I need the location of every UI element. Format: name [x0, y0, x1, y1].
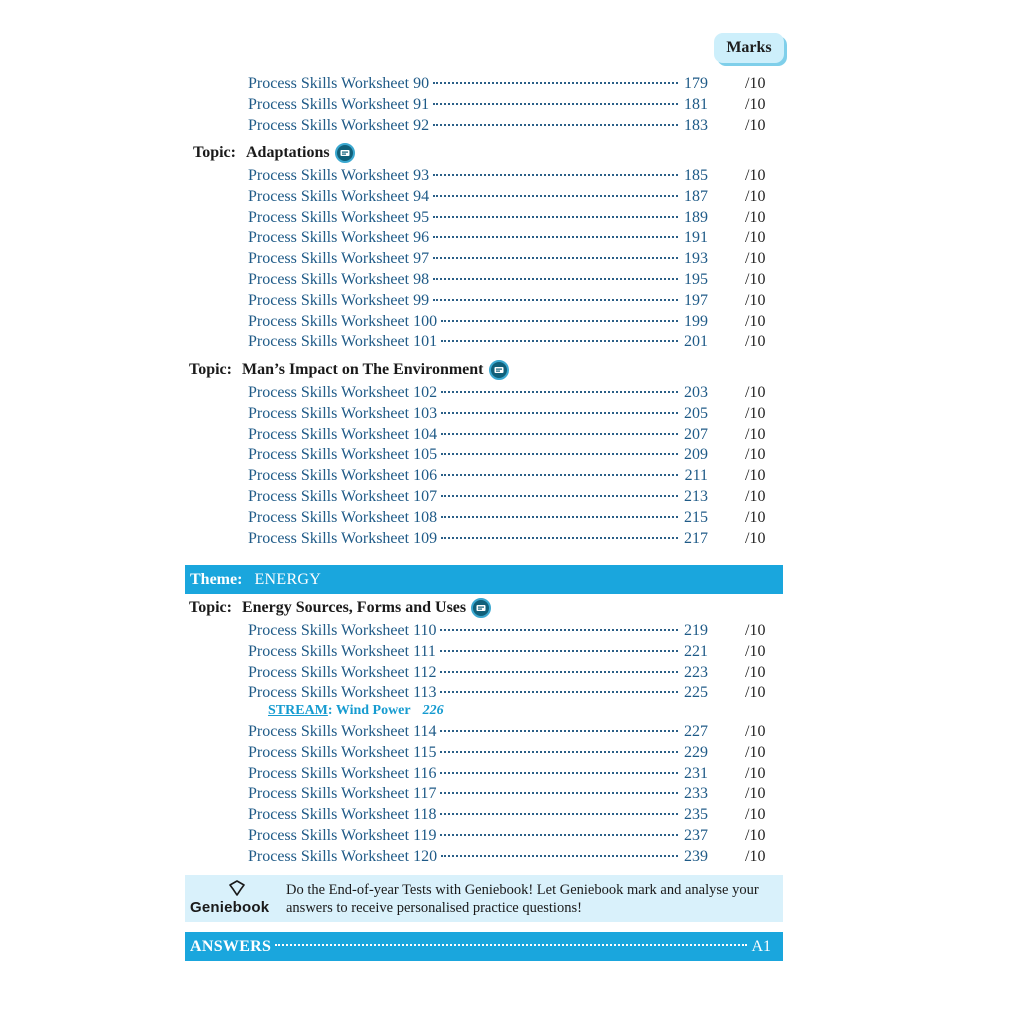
geniebook-logo	[190, 879, 282, 919]
worksheet-page: 205	[684, 404, 708, 422]
leader-dots	[433, 236, 678, 238]
worksheet-entry[interactable]	[248, 269, 708, 290]
worksheet-title: Process Skills Worksheet 91	[248, 95, 430, 113]
marks-field: /10	[745, 95, 766, 113]
stream-page: 226	[422, 703, 444, 718]
answers-entry[interactable]	[185, 932, 783, 961]
leader-dots	[441, 855, 678, 857]
marks-field: /10	[745, 291, 766, 309]
leader-dots	[441, 537, 678, 539]
stream-prefix: STREAM	[268, 703, 328, 718]
theme-label: Theme:	[190, 571, 243, 588]
worksheet-page: 237	[684, 827, 708, 844]
worksheet-page: 223	[684, 663, 708, 681]
worksheet-title: Process Skills Worksheet 102	[248, 384, 438, 401]
marks-field: /10	[745, 847, 766, 865]
marks-header: Marks	[714, 33, 784, 63]
worksheet-entry[interactable]	[248, 783, 708, 804]
geniebook-message: Do the End-of-year Tests with Geniebook! Let Geniebook mark and analyse your answers to receive personalised practice questions!	[286, 882, 759, 916]
worksheet-entry[interactable]	[248, 528, 708, 549]
leader-dots	[433, 278, 678, 280]
marks-field: /10	[745, 116, 766, 134]
worksheet-page: 189	[684, 208, 708, 226]
marks-field: /10	[745, 488, 766, 505]
geniebook-promo	[185, 875, 783, 922]
worksheet-page: 225	[684, 684, 708, 702]
worksheet-title: Process Skills Worksheet 113	[248, 684, 437, 702]
worksheet-entry[interactable]	[248, 94, 708, 115]
worksheet-title: Process Skills Worksheet 101	[248, 333, 438, 351]
worksheet-title: Process Skills Worksheet 90	[248, 75, 430, 92]
worksheet-entry[interactable]	[248, 486, 708, 507]
worksheet-page: 227	[684, 723, 708, 740]
worksheet-entry[interactable]	[248, 165, 708, 186]
leader-dots	[441, 433, 678, 435]
worksheet-title: Process Skills Worksheet 112	[248, 663, 437, 681]
leader-dots	[433, 82, 678, 84]
stream-entry[interactable]	[268, 701, 444, 721]
worksheet-title: Process Skills Worksheet 115	[248, 743, 437, 761]
worksheet-title: Process Skills Worksheet 120	[248, 847, 438, 865]
worksheet-title: Process Skills Worksheet 97	[248, 250, 430, 268]
theme-energy-bar	[185, 565, 783, 594]
worksheet-entry[interactable]	[248, 825, 708, 846]
worksheet-page: 195	[684, 271, 708, 288]
marks-field: /10	[745, 723, 766, 740]
worksheet-entry[interactable]	[248, 331, 708, 352]
worksheet-page: 209	[684, 446, 708, 464]
worksheet-entry[interactable]	[248, 186, 708, 207]
leader-dots	[275, 944, 747, 946]
worksheet-title: Process Skills Worksheet 104	[248, 425, 438, 443]
marks-field: /10	[745, 384, 766, 401]
leader-dots	[433, 124, 678, 126]
topic-label: Topic:	[189, 361, 232, 378]
genie-badge-icon	[489, 360, 509, 380]
marks-field: /10	[745, 187, 766, 205]
answers-page: A1	[751, 938, 771, 955]
topic-label: Topic:	[193, 144, 236, 161]
leader-dots	[440, 834, 678, 836]
leader-dots	[433, 174, 678, 176]
marks-field: /10	[745, 208, 766, 226]
marks-field: /10	[745, 75, 766, 92]
leader-dots	[440, 629, 678, 631]
worksheet-entry[interactable]	[248, 742, 708, 763]
worksheet-page: 219	[684, 622, 708, 639]
worksheet-page: 231	[684, 764, 708, 782]
worksheet-title: Process Skills Worksheet 94	[248, 187, 430, 205]
worksheet-title: Process Skills Worksheet 111	[248, 642, 436, 660]
marks-field: /10	[745, 446, 766, 464]
leader-dots	[440, 730, 678, 732]
marks-field: /10	[745, 743, 766, 761]
worksheet-entry[interactable]	[248, 227, 708, 248]
worksheet-page: 191	[684, 229, 708, 247]
worksheet-title: Process Skills Worksheet 118	[248, 806, 437, 824]
leader-dots	[440, 772, 678, 774]
worksheet-title: Process Skills Worksheet 105	[248, 446, 438, 464]
marks-field: /10	[745, 684, 766, 702]
worksheet-page: 207	[684, 425, 708, 443]
leader-dots	[433, 103, 678, 105]
genie-badge-icon	[471, 598, 491, 618]
worksheet-title: Process Skills Worksheet 114	[248, 723, 437, 740]
worksheet-entry[interactable]	[248, 662, 708, 683]
worksheet-page: 181	[684, 95, 708, 113]
worksheet-title: Process Skills Worksheet 92	[248, 116, 430, 134]
worksheet-entry[interactable]	[248, 73, 708, 94]
worksheet-page: 211	[684, 467, 708, 485]
topic-title: Adaptations	[245, 144, 330, 161]
marks-field: /10	[745, 250, 766, 268]
worksheet-page: 183	[684, 116, 708, 134]
worksheet-title: Process Skills Worksheet 98	[248, 271, 430, 288]
leader-dots	[433, 216, 678, 218]
worksheet-entry[interactable]	[248, 207, 708, 228]
worksheet-page: 213	[684, 488, 708, 505]
worksheet-page: 233	[684, 785, 708, 803]
leader-dots	[441, 516, 678, 518]
worksheet-title: Process Skills Worksheet 106	[248, 467, 438, 485]
theme-title: ENERGY	[254, 571, 322, 588]
marks-field: /10	[745, 167, 766, 184]
marks-field: /10	[745, 642, 766, 660]
worksheet-entry[interactable]	[248, 403, 708, 424]
topic-heading	[193, 141, 355, 165]
marks-field: /10	[745, 467, 766, 485]
worksheet-page: 235	[684, 806, 708, 824]
worksheet-title: Process Skills Worksheet 95	[248, 208, 430, 226]
worksheet-page: 221	[684, 642, 708, 660]
leader-dots	[441, 412, 678, 414]
worksheet-entry[interactable]	[248, 248, 708, 269]
answers-label: ANSWERS	[190, 938, 272, 955]
worksheet-title: Process Skills Worksheet 109	[248, 529, 438, 547]
topic-title: Man’s Impact on The Environment	[241, 361, 484, 378]
worksheet-entry[interactable]	[248, 507, 708, 528]
worksheet-page: 203	[684, 384, 708, 401]
topic-heading	[189, 358, 509, 382]
worksheet-entry[interactable]	[248, 641, 708, 662]
genie-badge-icon	[335, 143, 355, 163]
topic-label: Topic:	[189, 599, 232, 616]
worksheet-entry[interactable]	[248, 721, 708, 742]
marks-field: /10	[745, 508, 766, 526]
worksheet-entry[interactable]	[248, 311, 708, 332]
marks-field: /10	[745, 764, 766, 782]
marks-field: /10	[745, 806, 766, 824]
worksheet-page: 185	[684, 167, 708, 184]
worksheet-title: Process Skills Worksheet 107	[248, 488, 438, 505]
worksheet-page: 179	[684, 75, 708, 92]
leader-dots	[433, 195, 678, 197]
worksheet-title: Process Skills Worksheet 119	[248, 827, 437, 844]
worksheet-page: 193	[684, 250, 708, 268]
leader-dots	[433, 299, 678, 301]
leader-dots	[440, 671, 678, 673]
worksheet-entry[interactable]	[248, 763, 708, 784]
leader-dots	[440, 691, 678, 693]
worksheet-entry[interactable]	[248, 382, 708, 403]
marks-field: /10	[745, 622, 766, 639]
leader-dots	[441, 495, 678, 497]
marks-field: /10	[745, 333, 766, 351]
worksheet-entry[interactable]	[248, 424, 708, 445]
worksheet-entry[interactable]	[248, 804, 708, 825]
marks-field: /10	[745, 271, 766, 288]
worksheet-title: Process Skills Worksheet 108	[248, 508, 438, 526]
leader-dots	[441, 453, 678, 455]
marks-field: /10	[745, 229, 766, 247]
worksheet-entry[interactable]	[248, 290, 708, 311]
worksheet-entry[interactable]	[248, 620, 708, 641]
worksheet-page: 215	[684, 508, 708, 526]
leader-dots	[441, 320, 678, 322]
leader-dots	[440, 792, 678, 794]
worksheet-entry[interactable]	[248, 846, 708, 867]
marks-field: /10	[745, 785, 766, 803]
worksheet-entry[interactable]	[248, 444, 708, 465]
topic-title: Energy Sources, Forms and Uses	[241, 599, 467, 616]
marks-field: /10	[745, 663, 766, 681]
marks-field: /10	[745, 312, 766, 330]
worksheet-page: 217	[684, 529, 708, 547]
topic-heading	[189, 596, 491, 620]
leader-dots	[433, 257, 678, 259]
worksheet-page: 229	[684, 743, 708, 761]
worksheet-title: Process Skills Worksheet 116	[248, 764, 437, 782]
stream-title: : Wind Power	[327, 703, 411, 718]
worksheet-page: 197	[684, 291, 708, 309]
marks-field: /10	[745, 529, 766, 547]
marks-field: /10	[745, 404, 766, 422]
worksheet-page: 199	[684, 312, 708, 330]
worksheet-title: Process Skills Worksheet 93	[248, 167, 430, 184]
worksheet-title: Process Skills Worksheet 103	[248, 404, 438, 422]
worksheet-title: Process Skills Worksheet 96	[248, 229, 430, 247]
leader-dots	[440, 813, 678, 815]
leader-dots	[440, 751, 678, 753]
geniebook-brand: Geniebook	[190, 899, 270, 916]
worksheet-title: Process Skills Worksheet 100	[248, 312, 438, 330]
marks-field: /10	[745, 425, 766, 443]
worksheet-entry[interactable]	[248, 115, 708, 136]
leader-dots	[441, 474, 678, 476]
worksheet-entry[interactable]	[248, 465, 708, 486]
marks-field: /10	[745, 827, 766, 844]
worksheet-title: Process Skills Worksheet 117	[248, 785, 437, 803]
worksheet-title: Process Skills Worksheet 110	[248, 622, 437, 639]
leader-dots	[441, 391, 678, 393]
leader-dots	[441, 340, 678, 342]
worksheet-page: 201	[684, 333, 708, 351]
worksheet-page: 239	[684, 847, 708, 865]
leader-dots	[440, 650, 678, 652]
worksheet-title: Process Skills Worksheet 99	[248, 291, 430, 309]
worksheet-page: 187	[684, 187, 708, 205]
